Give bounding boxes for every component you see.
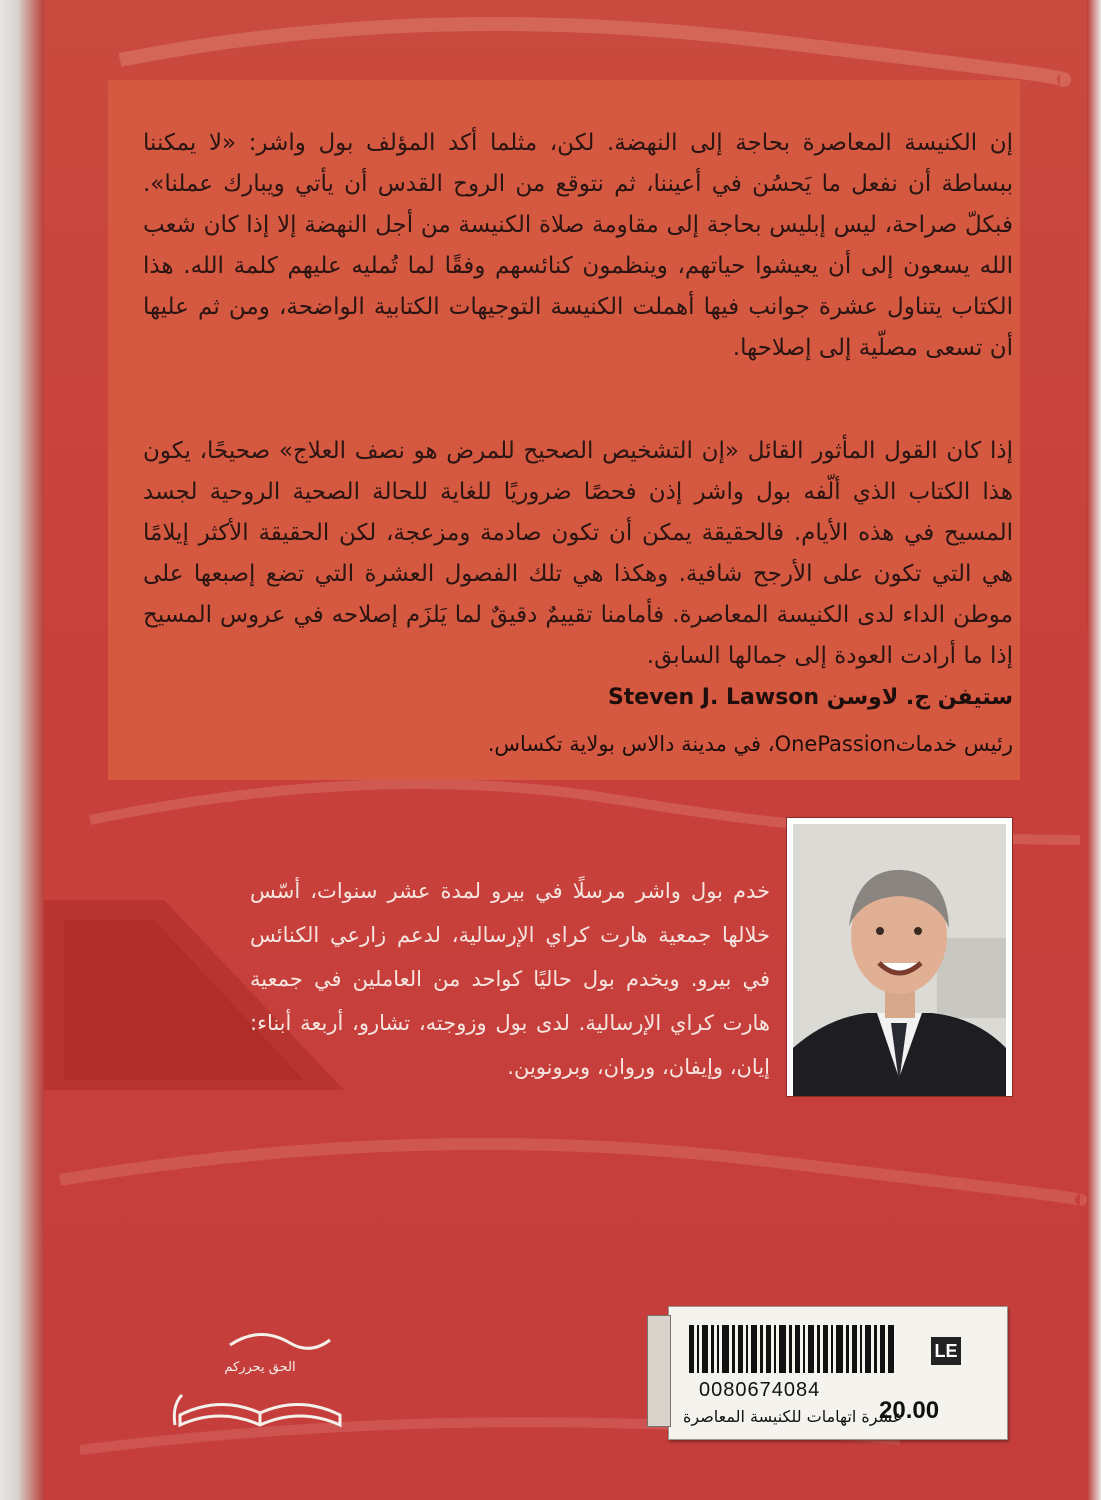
price-label: 20.00 (879, 1397, 940, 1424)
publisher-slogan: الحق يحرركم (224, 1360, 296, 1375)
review-paragraph-1: إن الكنيسة المعاصرة بحاجة إلى النهضة. لكن، مثلما أكد المؤلف بول واشر: «لا يمكننا ببساطة أن نفعل ما يَحسُن في أعيننا، ثم نتوقع من الروح القدس أن يأتي ويبارك عملنا». فبكلّ صراحة، ليس إبليس بحاجة إلى مقاومة صلاة الكنيسة من أجل النهضة إلا إذا كان شعب الله يسعون إلى أن يعيشوا حياتهم، وينظمون كنائسهم وفقًا لما تُمليه عليهم كلمة الله. هذا الكتاب يتناول عشرة جوانب فيها أهملت الكنيسة التوجيهات الكتابية الواضحة، ومن ثم عليها أن تسعى مصلّية إلى إصلاحها. (143, 130, 1013, 361)
review-paragraph-2: إذا كان القول المأثور القائل «إن التشخيص الصحيح للمرض هو نصف العلاج» صحيحًا، يكون هذا الكتاب الذي ألّفه بول واشر إذن فحصًا ضروريًا للغاية للحالة الصحية الروحية لجسد المسيح في هذه الأيام. فالحقيقة يمكن أن تكون صادمة ومزعجة، لكن الحقيقة الأكثر إيلامًا هي التي تكون على الأرجح شافية. وهكذا هي تلك الفصول العشرة التي تضع إصبعها على موطن الداء لدى الكنيسة المعاصرة. فأمامنا تقييمٌ دقيقٌ لما يَلزَم إصلاحه في عروس المسيح إذا ما أرادت العودة إلى جمالها السابق. (143, 438, 1013, 669)
price-sticker (668, 1306, 1008, 1440)
author-photo (787, 818, 1012, 1096)
publisher-book-logo-icon (160, 1325, 360, 1435)
reviewer-role: رئيس خدماتOnePassion، في مدينة دالاس بولاية تكساس. (487, 732, 1013, 756)
barcode-icon (687, 1321, 897, 1377)
sticker-book-title: عشرة اتهامات للكنيسة المعاصرة (683, 1407, 903, 1426)
reviewer-name: ستيفن ج. لاوسن Steven J. Lawson (607, 685, 1013, 710)
sticker-side-tab (647, 1315, 671, 1427)
author-bio: خدم بول واشر مرسلًا في بيرو لمدة عشر سنوات، أسّس خلالها جمعية هارت كراي الإرسالية، لدعم زارعي الكنائس في بيرو. ويخدم بول حاليًا كواحد من العاملين في جمعية هارت كراي الإرسالية. لدى بول وزوجته، تشارو، أربعة أبناء: إيان، وإيفان، وروان، وبرونوين. (250, 879, 770, 1079)
author-portrait-icon (787, 818, 1012, 1096)
barcode-number: 0080674084 (699, 1379, 821, 1401)
store-logo: LE (931, 1337, 961, 1365)
